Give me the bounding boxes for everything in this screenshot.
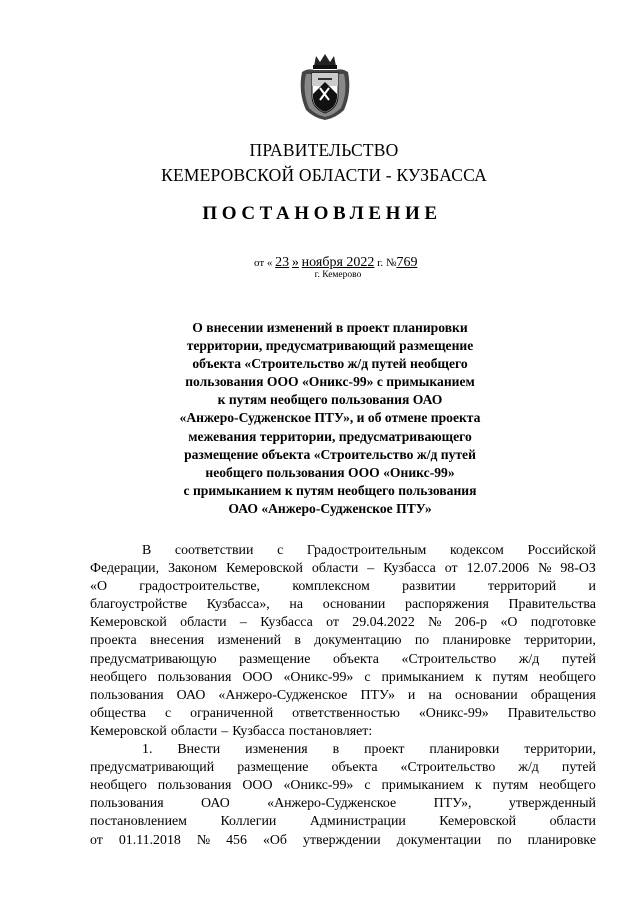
body-word: Коллегии <box>220 814 277 830</box>
body-line <box>90 832 596 850</box>
body-word: Кемеровской <box>226 561 303 577</box>
body-word: Кузбасса <box>383 561 436 577</box>
body-word: Кемеровской <box>90 615 167 631</box>
document-number: 769 <box>396 255 418 270</box>
body-line <box>90 741 596 759</box>
body-word: размещение <box>239 651 311 667</box>
body-word: пользования <box>157 778 232 794</box>
body-word: развитии <box>402 579 456 595</box>
body-word: путям <box>492 669 529 685</box>
date-year-suffix: г. <box>377 257 384 269</box>
body-line <box>90 632 596 650</box>
subject-line: территории, предусматривающий размещение <box>186 338 474 354</box>
body-word: Кузбасса», <box>206 597 270 613</box>
body-word: к <box>474 778 482 794</box>
body-word: территории, <box>524 742 596 758</box>
subject-line: размещение объекта «Строительство ж/д путей <box>184 446 476 462</box>
body-word: и <box>407 687 416 703</box>
body-word: проект <box>364 742 405 758</box>
body-line <box>90 687 596 705</box>
body-word: «О <box>500 615 518 631</box>
body-word: Кузбасса <box>260 615 313 631</box>
body-word: от <box>90 832 103 848</box>
subject-line: с примыканием к путям необщего пользования <box>183 482 477 498</box>
body-word: «Строительство <box>401 651 497 667</box>
body-word: ПТУ», <box>433 796 472 812</box>
body-word: 1. <box>142 742 153 758</box>
body-word: территории, <box>524 633 596 649</box>
body-word: «О <box>90 579 107 595</box>
body-word: планировке <box>527 832 596 848</box>
body-word: «Анжеро-Судженское <box>218 687 348 703</box>
body-word: ООО <box>242 669 273 685</box>
body-word: ж/д <box>518 651 540 667</box>
body-word: основании <box>454 687 518 703</box>
body-word: по <box>497 832 512 848</box>
body-word: общества <box>90 705 146 721</box>
body-word: пользования <box>90 796 164 812</box>
body-word: размещение <box>237 760 309 776</box>
document-number-label: № <box>385 257 397 269</box>
body-word: ООО <box>242 778 273 794</box>
body-word: пользования <box>90 687 164 703</box>
body-word: территорий <box>487 579 557 595</box>
body-line <box>90 813 596 831</box>
body-word: распоряжения <box>405 597 489 613</box>
body-line <box>90 651 596 669</box>
subject-line: ОАО «Анжеро-Судженское ПТУ» <box>228 500 432 516</box>
body-word: постановлением <box>90 814 187 830</box>
body-word: «Анжеро-Судженское <box>267 796 397 812</box>
body-word: проекта <box>90 633 137 649</box>
body-line <box>90 777 596 795</box>
body-word: «Оникс-99» <box>418 705 489 721</box>
government-name-line-1: ПРАВИТЕЛЬСТВО <box>249 140 399 160</box>
subject-line: объекта «Строительство ж/д путей необщего <box>192 356 468 372</box>
body-word: градостроительстве, <box>139 579 261 595</box>
date-month-year: ноября 2022 <box>301 255 375 270</box>
document-type-title: ПОСТАНОВЛЕНИЕ <box>202 203 442 224</box>
body-word: изменений <box>217 633 282 649</box>
body-word: документацию <box>314 633 402 649</box>
body-word: – <box>367 561 375 577</box>
body-word: с <box>164 705 172 721</box>
body-word: кодексом <box>449 543 504 558</box>
body-word: с <box>277 543 284 558</box>
body-line <box>90 614 596 632</box>
body-word: путей <box>561 651 596 667</box>
subject-line: к путям необщего пользования ОАО <box>217 392 443 408</box>
body-word: 01.11.2018 <box>118 832 181 848</box>
body-line <box>90 578 596 596</box>
subject-line: «Анжеро-Судженское ПТУ», и об отмене проекта <box>179 410 481 426</box>
body-word: Кемеровской <box>439 814 517 830</box>
body-word: от <box>444 561 458 577</box>
body-word: постановляет: <box>288 723 373 739</box>
body-word: ж/д <box>518 760 539 776</box>
body-word: «Об <box>262 832 287 848</box>
body-word: внесения <box>149 633 205 649</box>
body-word: Администрации <box>309 814 406 830</box>
body-word: необщего <box>90 778 147 794</box>
body-word: по <box>414 633 430 649</box>
body-word: ПТУ» <box>360 687 395 703</box>
body-word: Правительство <box>507 705 596 721</box>
body-word: 12.07.2006 <box>466 561 530 577</box>
body-word: 98-ОЗ <box>560 561 596 577</box>
date-separator: » <box>291 255 299 270</box>
body-word: необщего <box>539 778 596 794</box>
subject-line: необщего пользования ООО «Оникс-99» <box>205 464 455 480</box>
body-word: № <box>196 832 211 848</box>
body-word: к <box>474 669 482 685</box>
document-body <box>90 542 596 850</box>
body-word: области <box>311 561 359 577</box>
body-word: пользования <box>157 669 232 685</box>
body-line <box>90 596 596 614</box>
body-word: «Оникс-99» <box>283 778 354 794</box>
body-line <box>90 560 596 578</box>
body-word: необщего <box>539 669 596 685</box>
body-word: ограниченной <box>190 705 274 721</box>
body-word: путям <box>492 778 529 794</box>
subject-line: межевания территории, предусматривающего <box>188 428 472 444</box>
body-word: области <box>170 723 218 739</box>
body-line <box>90 795 596 813</box>
kemerovo-coat-of-arms-icon <box>296 52 354 122</box>
body-word: ОАО <box>176 687 206 703</box>
body-word: планировке <box>442 633 511 649</box>
subject-line: О внесении изменений в проект планировки <box>192 320 468 335</box>
body-word: в <box>332 742 340 758</box>
body-word: предусматривающую <box>90 651 217 667</box>
body-word: Кемеровской <box>90 723 167 739</box>
government-name-line-2: КЕМЕРОВСКОЙ ОБЛАСТИ - КУЗБАССА <box>161 165 487 185</box>
body-word: «Строительство <box>400 760 496 776</box>
body-word: комплексном <box>292 579 370 595</box>
body-line <box>90 705 596 723</box>
document-city: г. Кемерово <box>314 270 362 280</box>
body-word: – <box>239 615 247 631</box>
body-word: на <box>428 687 442 703</box>
body-word: в <box>294 633 301 649</box>
date-day: 23 <box>275 255 290 270</box>
body-word: ответственностью <box>292 705 400 721</box>
body-word: с <box>364 669 371 685</box>
body-word: 206-р <box>454 615 488 631</box>
body-word: документации <box>396 832 482 848</box>
subject-line: пользования ООО «Оникс-99» с примыканием <box>185 374 475 390</box>
body-word: Федерации, <box>90 561 160 577</box>
body-word: области <box>549 814 596 830</box>
body-word: необщего <box>90 669 147 685</box>
body-word: Кузбасса <box>232 723 285 739</box>
body-line <box>90 669 596 687</box>
body-word: примыканием <box>381 778 464 794</box>
body-word: «Оникс-99» <box>283 669 354 685</box>
body-word: основании <box>322 597 386 613</box>
body-word: Законом <box>168 561 218 577</box>
body-word: соответствии <box>174 543 254 558</box>
body-word: В <box>142 543 152 558</box>
body-word: с <box>364 778 371 794</box>
body-word: подготовке <box>530 615 596 631</box>
body-word: 456 <box>226 832 247 848</box>
body-word: изменения <box>245 742 308 758</box>
body-line <box>90 759 596 777</box>
body-word: и <box>588 579 596 595</box>
body-word: утвержденный <box>508 796 596 812</box>
date-prefix: от « <box>254 257 273 269</box>
body-word: обращения <box>530 687 596 703</box>
body-word: Правительства <box>508 597 596 613</box>
body-word: путей <box>561 760 596 776</box>
body-word: утверждении <box>303 832 381 848</box>
body-line <box>90 542 596 560</box>
body-word: объекта <box>332 651 379 667</box>
body-word: от <box>326 615 339 631</box>
body-word: № <box>428 615 442 631</box>
body-word: 29.04.2022 <box>352 615 415 631</box>
body-word: на <box>289 597 304 613</box>
body-word: Градостроительным <box>306 543 427 558</box>
document-subject <box>140 319 520 518</box>
body-word: ОАО <box>201 796 230 812</box>
body-word: № <box>538 561 552 577</box>
body-word: области <box>180 615 227 631</box>
body-word: предусматривающий <box>90 760 215 776</box>
document-date-line <box>254 255 417 271</box>
body-word: примыканием <box>381 669 464 685</box>
body-word: планировки <box>429 742 500 758</box>
body-word: – <box>221 723 229 739</box>
body-word: благоустройстве <box>90 597 188 613</box>
body-word: Российской <box>527 543 596 558</box>
body-word: объекта <box>331 760 378 776</box>
body-word: Внести <box>177 742 221 758</box>
body-line <box>90 723 596 741</box>
